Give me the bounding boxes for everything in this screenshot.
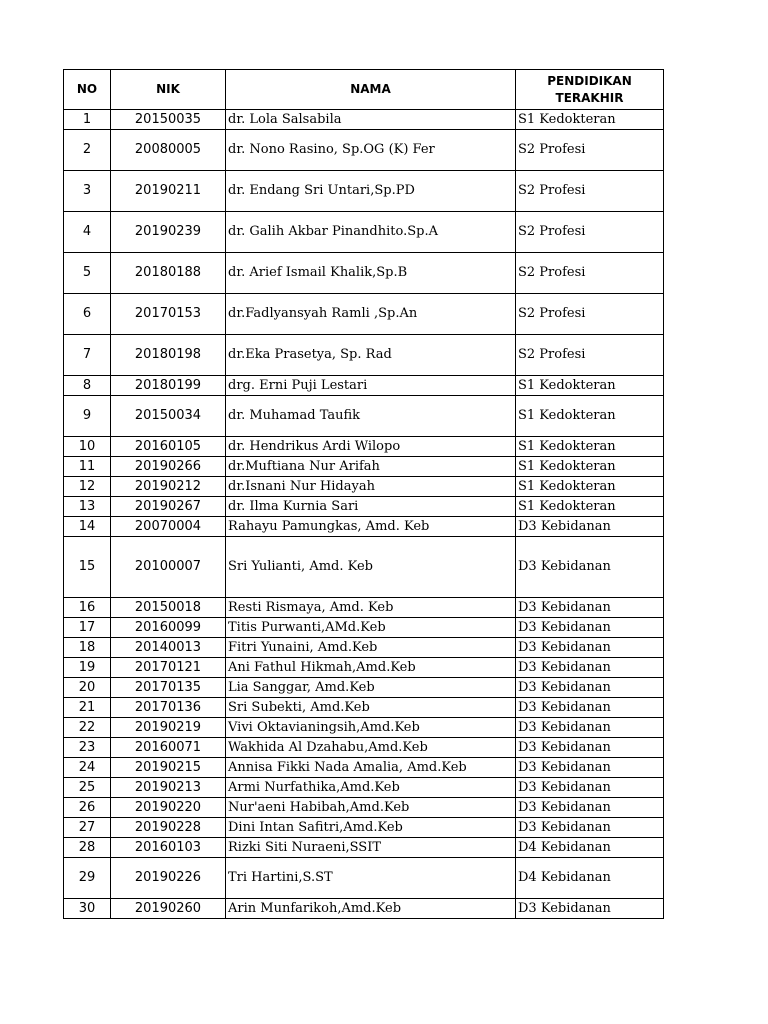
table-row — [64, 718, 664, 738]
cell-nik: 20150018 — [111, 598, 226, 618]
cell-pendidikan: D3 Kebidanan — [516, 658, 664, 678]
cell-pendidikan: S1 Kedokteran — [516, 110, 664, 130]
table-row — [64, 437, 664, 457]
header-no: NO — [64, 70, 111, 110]
cell-nik: 20190212 — [111, 477, 226, 497]
cell-nik: 20170121 — [111, 658, 226, 678]
table-row — [64, 171, 664, 212]
cell-no: 22 — [64, 718, 111, 738]
cell-pendidikan: D3 Kebidanan — [516, 678, 664, 698]
cell-no: 9 — [64, 396, 111, 437]
cell-nik: 20180199 — [111, 376, 226, 396]
cell-nama: Vivi Oktavianingsih,Amd.Keb — [226, 718, 516, 738]
cell-nik: 20100007 — [111, 537, 226, 598]
table-row — [64, 658, 664, 678]
cell-pendidikan: D3 Kebidanan — [516, 638, 664, 658]
cell-nama: dr. Nono Rasino, Sp.OG (K) Fer — [226, 130, 516, 171]
cell-no: 17 — [64, 618, 111, 638]
table-row — [64, 537, 664, 598]
cell-pendidikan: D3 Kebidanan — [516, 818, 664, 838]
cell-no: 5 — [64, 253, 111, 294]
cell-no: 30 — [64, 899, 111, 919]
cell-no: 13 — [64, 497, 111, 517]
table-row — [64, 899, 664, 919]
cell-no: 18 — [64, 638, 111, 658]
cell-nik: 20150034 — [111, 396, 226, 437]
cell-nama: Sri Yulianti, Amd. Keb — [226, 537, 516, 598]
cell-nama: Rizki Siti Nuraeni,SSIT — [226, 838, 516, 858]
table-row — [64, 212, 664, 253]
table-row — [64, 517, 664, 537]
cell-nama: Nur'aeni Habibah,Amd.Keb — [226, 798, 516, 818]
cell-pendidikan: D3 Kebidanan — [516, 798, 664, 818]
cell-nama: Lia Sanggar, Amd.Keb — [226, 678, 516, 698]
cell-nik: 20160071 — [111, 738, 226, 758]
cell-nik: 20180188 — [111, 253, 226, 294]
cell-nama: Fitri Yunaini, Amd.Keb — [226, 638, 516, 658]
cell-nik: 20190228 — [111, 818, 226, 838]
cell-no: 20 — [64, 678, 111, 698]
cell-pendidikan: D3 Kebidanan — [516, 758, 664, 778]
cell-no: 23 — [64, 738, 111, 758]
cell-no: 19 — [64, 658, 111, 678]
cell-nik: 20190267 — [111, 497, 226, 517]
cell-pendidikan: S1 Kedokteran — [516, 497, 664, 517]
cell-nama: Dini Intan Safitri,Amd.Keb — [226, 818, 516, 838]
cell-pendidikan: D3 Kebidanan — [516, 517, 664, 537]
cell-nama: Tri Hartini,S.ST — [226, 858, 516, 899]
cell-no: 29 — [64, 858, 111, 899]
cell-nama: dr. Arief Ismail Khalik,Sp.B — [226, 253, 516, 294]
cell-nama: dr. Endang Sri Untari,Sp.PD — [226, 171, 516, 212]
cell-nik: 20160099 — [111, 618, 226, 638]
cell-nik: 20190213 — [111, 778, 226, 798]
cell-nik: 20070004 — [111, 517, 226, 537]
cell-no: 26 — [64, 798, 111, 818]
cell-nik: 20170153 — [111, 294, 226, 335]
staff-education-table — [63, 69, 664, 919]
table-row — [64, 858, 664, 899]
cell-nama: Resti Rismaya, Amd. Keb — [226, 598, 516, 618]
table-row — [64, 110, 664, 130]
cell-nik: 20190220 — [111, 798, 226, 818]
cell-nik: 20190239 — [111, 212, 226, 253]
cell-no: 27 — [64, 818, 111, 838]
cell-no: 25 — [64, 778, 111, 798]
table-body — [64, 110, 664, 919]
cell-pendidikan: D4 Kebidanan — [516, 858, 664, 899]
cell-nik: 20170136 — [111, 698, 226, 718]
cell-no: 4 — [64, 212, 111, 253]
header-pendidikan: PENDIDIKAN TERAKHIR — [516, 70, 664, 110]
cell-no: 12 — [64, 477, 111, 497]
cell-pendidikan: D3 Kebidanan — [516, 598, 664, 618]
cell-no: 2 — [64, 130, 111, 171]
table-row — [64, 335, 664, 376]
cell-nama: Arin Munfarikoh,Amd.Keb — [226, 899, 516, 919]
cell-nik: 20190260 — [111, 899, 226, 919]
header-nik: NIK — [111, 70, 226, 110]
table-row — [64, 778, 664, 798]
cell-nama: Wakhida Al Dzahabu,Amd.Keb — [226, 738, 516, 758]
cell-nama: Titis Purwanti,AMd.Keb — [226, 618, 516, 638]
cell-pendidikan: S2 Profesi — [516, 335, 664, 376]
table-row — [64, 798, 664, 818]
cell-nama: dr. Lola Salsabila — [226, 110, 516, 130]
table-row — [64, 396, 664, 437]
cell-no: 14 — [64, 517, 111, 537]
cell-nik: 20190215 — [111, 758, 226, 778]
table-row — [64, 698, 664, 718]
cell-pendidikan: S1 Kedokteran — [516, 437, 664, 457]
cell-nama: dr. Muhamad Taufik — [226, 396, 516, 437]
cell-nik: 20080005 — [111, 130, 226, 171]
cell-nik: 20140013 — [111, 638, 226, 658]
cell-pendidikan: S1 Kedokteran — [516, 457, 664, 477]
cell-nama: dr. Hendrikus Ardi Wilopo — [226, 437, 516, 457]
cell-pendidikan: D3 Kebidanan — [516, 899, 664, 919]
cell-pendidikan: D3 Kebidanan — [516, 738, 664, 758]
cell-pendidikan: D3 Kebidanan — [516, 778, 664, 798]
cell-nama: dr.Isnani Nur Hidayah — [226, 477, 516, 497]
cell-nama: Annisa Fikki Nada Amalia, Amd.Keb — [226, 758, 516, 778]
table-row — [64, 253, 664, 294]
header-nama: NAMA — [226, 70, 516, 110]
cell-no: 11 — [64, 457, 111, 477]
cell-no: 6 — [64, 294, 111, 335]
cell-nama: dr.Muftiana Nur Arifah — [226, 457, 516, 477]
table-row — [64, 638, 664, 658]
table-row — [64, 376, 664, 396]
cell-nama: dr.Fadlyansyah Ramli ,Sp.An — [226, 294, 516, 335]
cell-pendidikan: D3 Kebidanan — [516, 698, 664, 718]
cell-nik: 20180198 — [111, 335, 226, 376]
cell-pendidikan: S2 Profesi — [516, 171, 664, 212]
cell-pendidikan: S2 Profesi — [516, 130, 664, 171]
table-row — [64, 738, 664, 758]
cell-no: 16 — [64, 598, 111, 618]
cell-nama: drg. Erni Puji Lestari — [226, 376, 516, 396]
table-row — [64, 294, 664, 335]
table-row — [64, 497, 664, 517]
cell-no: 15 — [64, 537, 111, 598]
cell-nama: Ani Fathul Hikmah,Amd.Keb — [226, 658, 516, 678]
cell-nama: dr. Ilma Kurnia Sari — [226, 497, 516, 517]
table-row — [64, 838, 664, 858]
cell-no: 21 — [64, 698, 111, 718]
cell-no: 24 — [64, 758, 111, 778]
cell-nama: Armi Nurfathika,Amd.Keb — [226, 778, 516, 798]
cell-nik: 20190226 — [111, 858, 226, 899]
table-row — [64, 618, 664, 638]
cell-pendidikan: S1 Kedokteran — [516, 477, 664, 497]
cell-nik: 20160105 — [111, 437, 226, 457]
cell-nik: 20190211 — [111, 171, 226, 212]
cell-pendidikan: D3 Kebidanan — [516, 537, 664, 598]
cell-no: 10 — [64, 437, 111, 457]
cell-nik: 20190219 — [111, 718, 226, 738]
table-row — [64, 598, 664, 618]
cell-pendidikan: D4 Kebidanan — [516, 838, 664, 858]
cell-no: 7 — [64, 335, 111, 376]
table-row — [64, 678, 664, 698]
table-row — [64, 758, 664, 778]
cell-pendidikan: D3 Kebidanan — [516, 618, 664, 638]
table-row — [64, 477, 664, 497]
cell-nama: dr.Eka Prasetya, Sp. Rad — [226, 335, 516, 376]
table-row — [64, 457, 664, 477]
cell-nik: 20190266 — [111, 457, 226, 477]
cell-nik: 20150035 — [111, 110, 226, 130]
table-row — [64, 818, 664, 838]
cell-pendidikan: S2 Profesi — [516, 294, 664, 335]
cell-no: 3 — [64, 171, 111, 212]
cell-no: 28 — [64, 838, 111, 858]
cell-pendidikan: D3 Kebidanan — [516, 718, 664, 738]
cell-pendidikan: S1 Kedokteran — [516, 376, 664, 396]
cell-no: 1 — [64, 110, 111, 130]
cell-no: 8 — [64, 376, 111, 396]
cell-nik: 20170135 — [111, 678, 226, 698]
cell-pendidikan: S2 Profesi — [516, 212, 664, 253]
table-row — [64, 130, 664, 171]
cell-nama: Rahayu Pamungkas, Amd. Keb — [226, 517, 516, 537]
cell-nik: 20160103 — [111, 838, 226, 858]
cell-nama: dr. Galih Akbar Pinandhito.Sp.A — [226, 212, 516, 253]
cell-pendidikan: S1 Kedokteran — [516, 396, 664, 437]
cell-nama: Sri Subekti, Amd.Keb — [226, 698, 516, 718]
cell-pendidikan: S2 Profesi — [516, 253, 664, 294]
table-header-row — [64, 70, 664, 110]
